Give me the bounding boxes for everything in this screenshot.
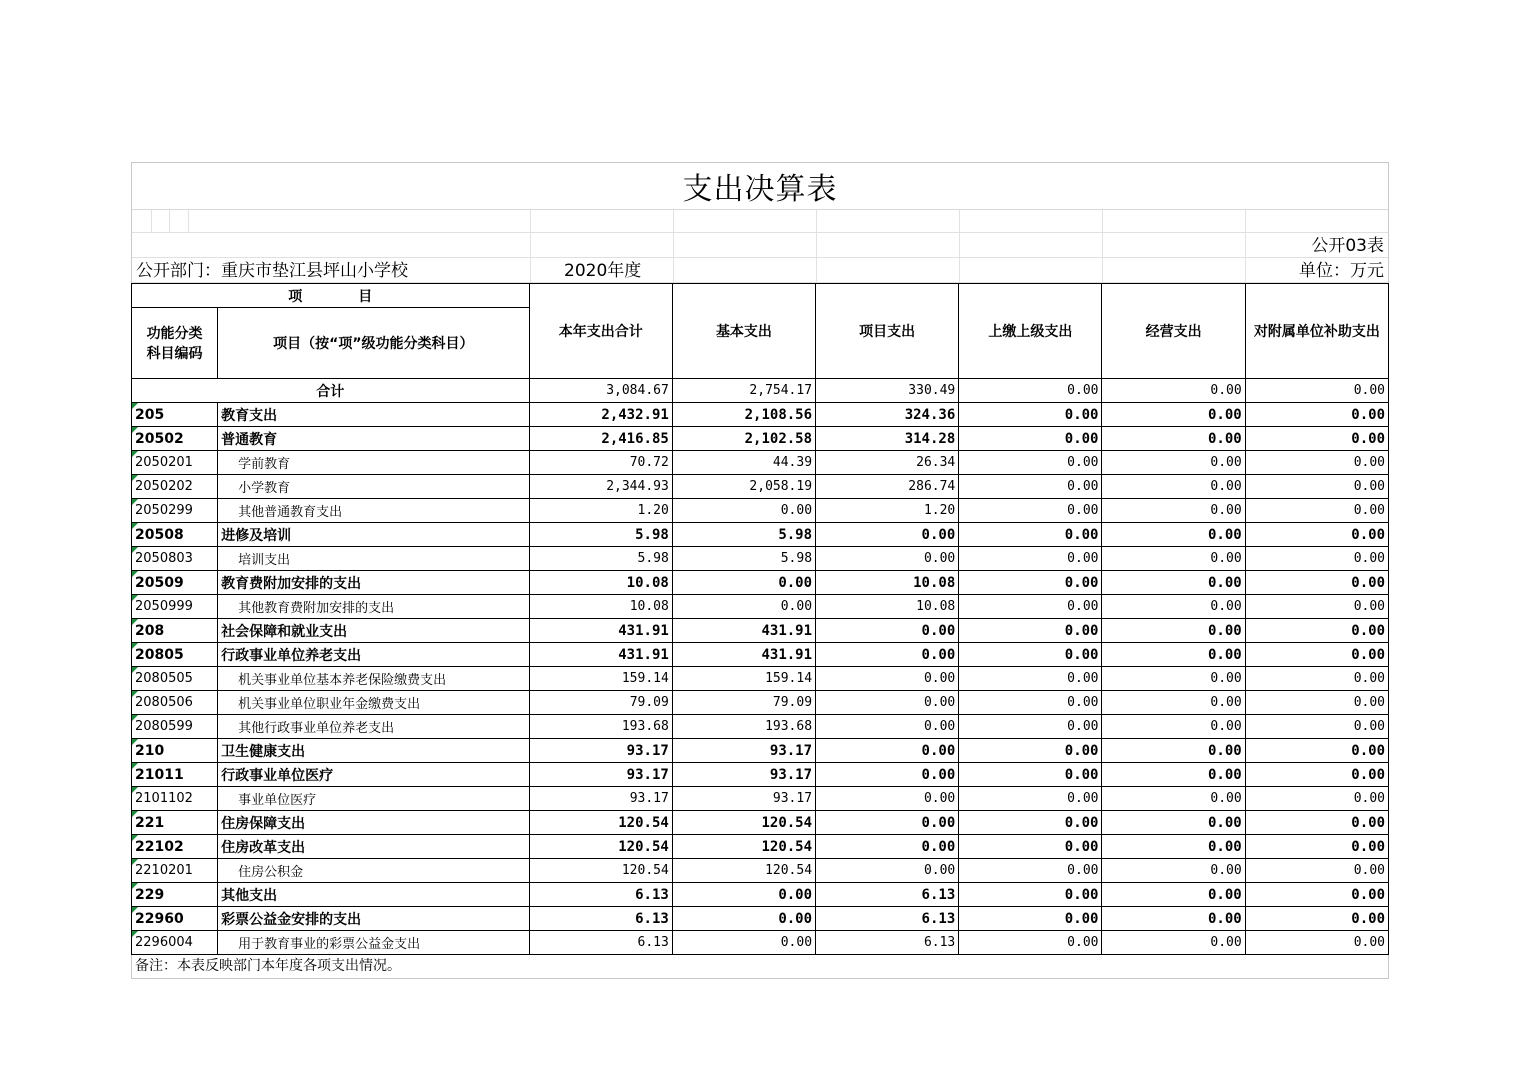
row-business: 0.00: [1102, 763, 1245, 787]
row-business: 0.00: [1102, 643, 1245, 667]
row-subsidy: 0.00: [1245, 811, 1388, 835]
row-project: 0.00: [816, 643, 959, 667]
row-code: 2080506: [132, 691, 218, 715]
row-business: 0.00: [1102, 403, 1245, 427]
total-total: 3,084.67: [529, 379, 672, 403]
row-project: 0.00: [816, 523, 959, 547]
row-basic: 0.00: [672, 595, 815, 619]
row-name: 普通教育: [218, 427, 529, 451]
row-subsidy: 0.00: [1245, 451, 1388, 475]
row-basic: 120.54: [672, 835, 815, 859]
row-subsidy: 0.00: [1245, 691, 1388, 715]
row-code: 2080505: [132, 667, 218, 691]
row-subsidy: 0.00: [1245, 475, 1388, 499]
row-project: 0.00: [816, 859, 959, 883]
row-subsidy: 0.00: [1245, 427, 1388, 451]
row-name: 培训支出: [218, 547, 529, 571]
row-subsidy: 0.00: [1245, 787, 1388, 811]
total-row: [132, 379, 1389, 403]
row-name: 住房改革支出: [218, 835, 529, 859]
table-row: [132, 859, 1389, 883]
row-code: 2050803: [132, 547, 218, 571]
row-upper: 0.00: [959, 907, 1102, 931]
row-basic: 0.00: [672, 907, 815, 931]
row-total: 120.54: [529, 835, 672, 859]
row-name: 行政事业单位养老支出: [218, 643, 529, 667]
row-basic: 93.17: [672, 763, 815, 787]
row-name: 其他支出: [218, 883, 529, 907]
row-total: 79.09: [529, 691, 672, 715]
row-business: 0.00: [1102, 715, 1245, 739]
fiscal-year: 2020年度: [564, 261, 642, 281]
table-row: [132, 907, 1389, 931]
row-basic: 93.17: [672, 739, 815, 763]
row-code: 20805: [132, 643, 218, 667]
row-subsidy: 0.00: [1245, 595, 1388, 619]
row-code: 205: [132, 403, 218, 427]
row-upper: 0.00: [959, 931, 1102, 955]
table-row: [132, 835, 1389, 859]
row-name: 彩票公益金安排的支出: [218, 907, 529, 931]
row-upper: 0.00: [959, 595, 1102, 619]
row-project: 26.34: [816, 451, 959, 475]
row-basic: 0.00: [672, 571, 815, 595]
total-project: 330.49: [816, 379, 959, 403]
row-upper: 0.00: [959, 643, 1102, 667]
table-row: [132, 427, 1389, 451]
table-row: [132, 595, 1389, 619]
table-row: [132, 547, 1389, 571]
row-business: 0.00: [1102, 907, 1245, 931]
row-name: 用于教育事业的彩票公益金支出: [218, 931, 529, 955]
row-basic: 2,058.19: [672, 475, 815, 499]
total-upper: 0.00: [959, 379, 1102, 403]
row-upper: 0.00: [959, 571, 1102, 595]
table-row: [132, 931, 1389, 955]
row-project: 0.00: [816, 811, 959, 835]
row-project: 10.08: [816, 571, 959, 595]
table-row: [132, 715, 1389, 739]
row-upper: 0.00: [959, 835, 1102, 859]
row-upper: 0.00: [959, 811, 1102, 835]
row-project: 1.20: [816, 499, 959, 523]
row-basic: 159.14: [672, 667, 815, 691]
row-subsidy: 0.00: [1245, 523, 1388, 547]
row-name: 学前教育: [218, 451, 529, 475]
row-code: 22102: [132, 835, 218, 859]
department-name: 公开部门：重庆市垫江县坪山小学校: [136, 261, 408, 281]
row-basic: 193.68: [672, 715, 815, 739]
row-business: 0.00: [1102, 475, 1245, 499]
table-row: [132, 523, 1389, 547]
row-total: 120.54: [529, 811, 672, 835]
row-total: 10.08: [529, 595, 672, 619]
row-business: 0.00: [1102, 811, 1245, 835]
row-total: 6.13: [529, 907, 672, 931]
row-name: 机关事业单位基本养老保险缴费支出: [218, 667, 529, 691]
row-business: 0.00: [1102, 427, 1245, 451]
row-name: 教育费附加安排的支出: [218, 571, 529, 595]
row-code: 20508: [132, 523, 218, 547]
row-upper: 0.00: [959, 739, 1102, 763]
row-name: 卫生健康支出: [218, 739, 529, 763]
row-basic: 2,102.58: [672, 427, 815, 451]
row-basic: 0.00: [672, 499, 815, 523]
row-name: 机关事业单位职业年金缴费支出: [218, 691, 529, 715]
row-business: 0.00: [1102, 451, 1245, 475]
row-code: 2050999: [132, 595, 218, 619]
row-subsidy: 0.00: [1245, 931, 1388, 955]
row-project: 0.00: [816, 715, 959, 739]
row-code: 2296004: [132, 931, 218, 955]
row-basic: 0.00: [672, 883, 815, 907]
header-project: 项目支出: [816, 284, 959, 379]
row-subsidy: 0.00: [1245, 859, 1388, 883]
row-project: 6.13: [816, 907, 959, 931]
table-row: [132, 691, 1389, 715]
table-row: [132, 883, 1389, 907]
row-project: 324.36: [816, 403, 959, 427]
row-subsidy: 0.00: [1245, 835, 1388, 859]
row-total: 2,416.85: [529, 427, 672, 451]
sheet-title: 支出决算表: [131, 162, 1389, 210]
row-subsidy: 0.00: [1245, 739, 1388, 763]
row-total: 159.14: [529, 667, 672, 691]
row-name: 住房保障支出: [218, 811, 529, 835]
row-code: 208: [132, 619, 218, 643]
row-upper: 0.00: [959, 403, 1102, 427]
row-business: 0.00: [1102, 571, 1245, 595]
row-name: 小学教育: [218, 475, 529, 499]
expenditure-sheet: [131, 162, 1389, 979]
empty-grid-row: [131, 210, 1389, 233]
row-project: 0.00: [816, 667, 959, 691]
table-row: [132, 619, 1389, 643]
row-name: 进修及培训: [218, 523, 529, 547]
row-code: 210: [132, 739, 218, 763]
row-project: 286.74: [816, 475, 959, 499]
row-basic: 0.00: [672, 931, 815, 955]
row-project: 0.00: [816, 835, 959, 859]
row-name: 教育支出: [218, 403, 529, 427]
row-upper: 0.00: [959, 715, 1102, 739]
row-total: 431.91: [529, 619, 672, 643]
row-total: 193.68: [529, 715, 672, 739]
row-code: 21011: [132, 763, 218, 787]
row-project: 314.28: [816, 427, 959, 451]
row-business: 0.00: [1102, 691, 1245, 715]
row-business: 0.00: [1102, 739, 1245, 763]
table-row: [132, 475, 1389, 499]
row-total: 70.72: [529, 451, 672, 475]
row-subsidy: 0.00: [1245, 571, 1388, 595]
row-code: 20502: [132, 427, 218, 451]
row-total: 120.54: [529, 859, 672, 883]
row-business: 0.00: [1102, 667, 1245, 691]
table-code: 公开03表: [1311, 236, 1384, 256]
table-code-row: [131, 233, 1389, 258]
total-subsidy: 0.00: [1245, 379, 1388, 403]
row-name: 社会保障和就业支出: [218, 619, 529, 643]
row-basic: 120.54: [672, 859, 815, 883]
row-total: 6.13: [529, 883, 672, 907]
row-business: 0.00: [1102, 835, 1245, 859]
row-subsidy: 0.00: [1245, 619, 1388, 643]
row-subsidy: 0.00: [1245, 763, 1388, 787]
row-name: 事业单位医疗: [218, 787, 529, 811]
row-name: 其他教育费附加安排的支出: [218, 595, 529, 619]
row-subsidy: 0.00: [1245, 667, 1388, 691]
row-upper: 0.00: [959, 787, 1102, 811]
row-business: 0.00: [1102, 787, 1245, 811]
row-total: 10.08: [529, 571, 672, 595]
row-project: 0.00: [816, 619, 959, 643]
row-subsidy: 0.00: [1245, 499, 1388, 523]
row-upper: 0.00: [959, 523, 1102, 547]
row-total: 2,432.91: [529, 403, 672, 427]
row-total: 93.17: [529, 763, 672, 787]
header-item-group: 项 目: [132, 284, 530, 308]
row-business: 0.00: [1102, 619, 1245, 643]
row-business: 0.00: [1102, 595, 1245, 619]
total-basic: 2,754.17: [672, 379, 815, 403]
row-total: 93.17: [529, 787, 672, 811]
row-upper: 0.00: [959, 667, 1102, 691]
expenditure-table: [131, 283, 1389, 955]
table-row: [132, 787, 1389, 811]
row-total: 2,344.93: [529, 475, 672, 499]
row-basic: 431.91: [672, 643, 815, 667]
row-upper: 0.00: [959, 619, 1102, 643]
row-subsidy: 0.00: [1245, 907, 1388, 931]
header-code: 功能分类科目编码: [132, 308, 218, 379]
table-note: 备注：本表反映部门本年度各项支出情况。: [131, 955, 1389, 979]
table-row: [132, 739, 1389, 763]
total-business: 0.00: [1102, 379, 1245, 403]
table-row: [132, 403, 1389, 427]
row-subsidy: 0.00: [1245, 883, 1388, 907]
row-business: 0.00: [1102, 499, 1245, 523]
row-upper: 0.00: [959, 763, 1102, 787]
row-code: 2050202: [132, 475, 218, 499]
table-row: [132, 571, 1389, 595]
row-subsidy: 0.00: [1245, 403, 1388, 427]
row-code: 2050299: [132, 499, 218, 523]
table-row: [132, 667, 1389, 691]
row-basic: 93.17: [672, 787, 815, 811]
header-subsidy: 对附属单位补助支出: [1245, 284, 1388, 379]
row-upper: 0.00: [959, 547, 1102, 571]
row-code: 229: [132, 883, 218, 907]
row-basic: 5.98: [672, 523, 815, 547]
table-row: [132, 811, 1389, 835]
row-total: 93.17: [529, 739, 672, 763]
row-code: 2050201: [132, 451, 218, 475]
row-project: 0.00: [816, 691, 959, 715]
row-name: 其他普通教育支出: [218, 499, 529, 523]
row-total: 431.91: [529, 643, 672, 667]
row-code: 2101102: [132, 787, 218, 811]
row-code: 22960: [132, 907, 218, 931]
table-row: [132, 499, 1389, 523]
row-project: 0.00: [816, 787, 959, 811]
row-code: 221: [132, 811, 218, 835]
row-business: 0.00: [1102, 883, 1245, 907]
row-subsidy: 0.00: [1245, 643, 1388, 667]
row-upper: 0.00: [959, 883, 1102, 907]
row-upper: 0.00: [959, 499, 1102, 523]
unit-label: 单位：万元: [1299, 261, 1384, 281]
row-total: 6.13: [529, 931, 672, 955]
row-name: 住房公积金: [218, 859, 529, 883]
row-total: 1.20: [529, 499, 672, 523]
total-label: 合计: [132, 379, 530, 403]
row-business: 0.00: [1102, 859, 1245, 883]
row-total: 5.98: [529, 523, 672, 547]
row-upper: 0.00: [959, 691, 1102, 715]
header-total: 本年支出合计: [529, 284, 672, 379]
row-basic: 120.54: [672, 811, 815, 835]
row-project: 0.00: [816, 739, 959, 763]
row-basic: 79.09: [672, 691, 815, 715]
table-row: [132, 763, 1389, 787]
row-name: 其他行政事业单位养老支出: [218, 715, 529, 739]
table-row: [132, 451, 1389, 475]
row-upper: 0.00: [959, 475, 1102, 499]
row-project: 6.13: [816, 931, 959, 955]
row-subsidy: 0.00: [1245, 715, 1388, 739]
row-code: 20509: [132, 571, 218, 595]
header-business: 经营支出: [1102, 284, 1245, 379]
header-basic: 基本支出: [672, 284, 815, 379]
table-row: [132, 643, 1389, 667]
row-name: 行政事业单位医疗: [218, 763, 529, 787]
row-project: 10.08: [816, 595, 959, 619]
row-basic: 44.39: [672, 451, 815, 475]
row-business: 0.00: [1102, 523, 1245, 547]
row-subsidy: 0.00: [1245, 547, 1388, 571]
row-code: 2210201: [132, 859, 218, 883]
row-project: 0.00: [816, 763, 959, 787]
row-basic: 5.98: [672, 547, 815, 571]
row-upper: 0.00: [959, 427, 1102, 451]
department-row: [131, 258, 1389, 283]
row-basic: 431.91: [672, 619, 815, 643]
row-basic: 2,108.56: [672, 403, 815, 427]
row-project: 6.13: [816, 883, 959, 907]
row-business: 0.00: [1102, 547, 1245, 571]
row-code: 2080599: [132, 715, 218, 739]
row-upper: 0.00: [959, 451, 1102, 475]
row-upper: 0.00: [959, 859, 1102, 883]
header-upper: 上缴上级支出: [959, 284, 1102, 379]
row-project: 0.00: [816, 547, 959, 571]
row-total: 5.98: [529, 547, 672, 571]
row-business: 0.00: [1102, 931, 1245, 955]
header-name: 项目（按“项”级功能分类科目）: [218, 308, 529, 379]
